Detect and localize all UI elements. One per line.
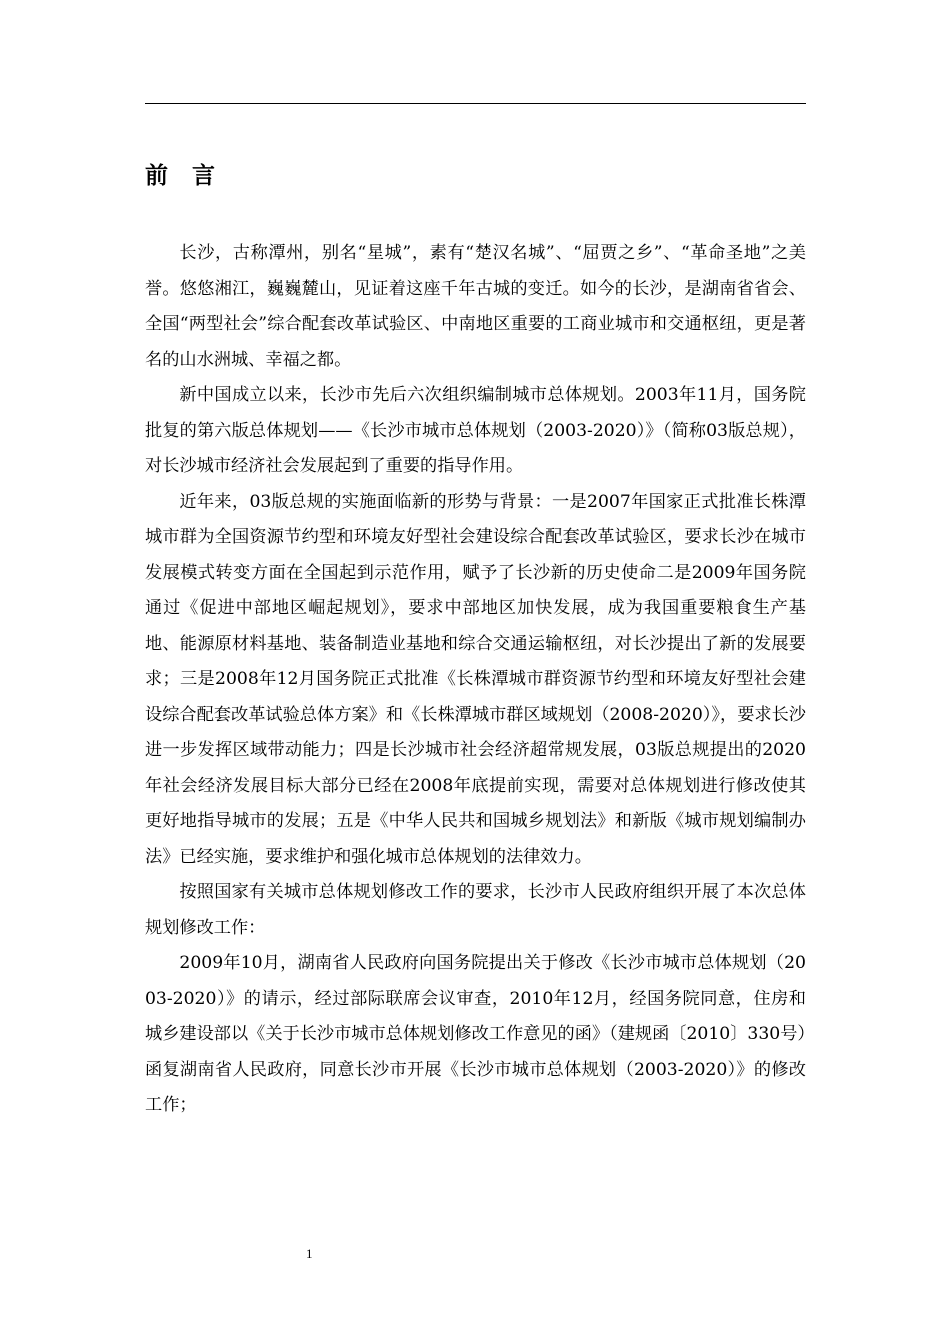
header-rule: [145, 103, 806, 104]
body-text: [145, 236, 806, 1124]
paragraph-process: 2009年10月，湖南省人民政府向国务院提出关于修改《长沙市城市总体规划（2003-2020）》的请示，经过部际联席会议审查，2010年12月，经国务院同意，住房和城乡建设部以《关于长沙市城市总体规划修改工作意见的函》（建规函〔2010〕330号）函复湖南省人民政府，同意长沙市开展《长沙市城市总体规划（2003-2020）》的修改工作；: [145, 953, 806, 1115]
paragraph-background: 近年来，03版总规的实施面临新的形势与背景：一是2007年国家正式批准长株潭城市群为全国资源节约型和环境友好型社会建设综合配套改革试验区，要求长沙在城市发展模式转变方面在全国起到示范作用，赋予了长沙新的历史使命二是2009年国务院通过《促进中部地区崛起规划》，要求中部地区加快发展，成为我国重要粮食生产基地、能源原材料基地、装备制造业基地和综合交通运输枢纽，对长沙提出了新的发展要求；三是2008年12月国务院正式批准《长株潭城市群资源节约型和环境友好型社会建设综合配套改革试验总体方案》和《长株潭城市群区域规划（2008-2020）》，要求长沙进一步发挥区域带动能力；四是长沙城市社会经济超常规发展，03版总规提出的2020年社会经济发展目标大部分已经在2008年底提前实现，需要对总体规划进行修改使其更好地指导城市的发展；五是《中华人民共和国城乡规划法》和新版《城市规划编制办法》已经实施，要求维护和强化城市总体规划的法律效力。: [145, 491, 806, 867]
paragraph-requirements: 按照国家有关城市总体规划修改工作的要求，长沙市人民政府组织开展了本次总体规划修改工作：: [145, 882, 806, 938]
page-number: 1: [306, 1246, 313, 1261]
paragraph-intro: 长沙，古称潭州，别名“星城”，素有“楚汉名城”、“屈贾之乡”、“革命圣地”之美誉。悠悠湘江，巍巍麓山，见证着这座千年古城的变迁。如今的长沙，是湖南省省会、全国“两型社会”综合配套改革试验区、中南地区重要的工商业城市和交通枢纽，更是著名的山水洲城、幸福之都。: [145, 243, 806, 370]
paragraph-history: 新中国成立以来，长沙市先后六次组织编制城市总体规划。2003年11月，国务院批复的第六版总体规划——《长沙市城市总体规划（2003-2020）》（简称03版总规），对长沙城市经济社会发展起到了重要的指导作用。: [145, 385, 806, 476]
page-title: 前 言: [145, 163, 224, 189]
